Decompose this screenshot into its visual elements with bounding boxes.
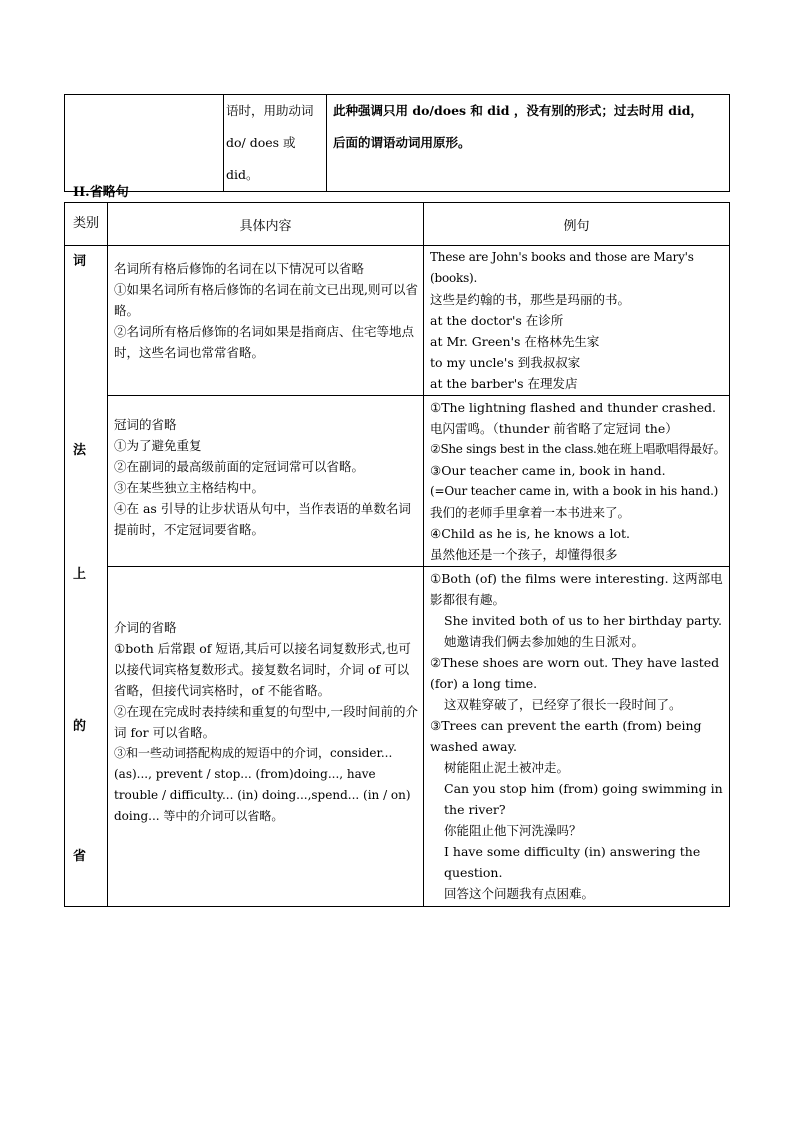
example-line: 我们的老师手里拿着一本书进来了。 — [430, 505, 631, 520]
example-line: 这双鞋穿破了，已经穿了很长一段时间了。 — [444, 697, 682, 712]
example-cell — [424, 396, 730, 567]
content-cell — [108, 396, 424, 567]
content-line: 介词的省略 — [114, 620, 177, 635]
example-line: 树能阻止泥土被冲走。 — [444, 760, 570, 775]
example-line: ③Our teacher came in, book in hand. — [430, 463, 666, 478]
category-char: 的 — [73, 719, 87, 734]
example-line: ②These shoes are worn out. They have lasted (for) a long time. — [430, 655, 720, 691]
header-content: 具体内容 — [108, 203, 424, 246]
content-line: ④在 as 引导的让步状语从句中，当作表语的单数名词提前时，不定冠词要省略。 — [114, 501, 411, 537]
table-row — [65, 396, 730, 567]
category-char: 省 — [73, 849, 87, 864]
table-row — [65, 246, 730, 396]
example-line: at the doctor's 在诊所 — [430, 313, 564, 328]
category-cell — [65, 246, 108, 907]
example-line: I have some difficulty (in) answering the question. — [444, 844, 701, 880]
content-line: ②在副词的最高级前面的定冠词常可以省略。 — [114, 459, 365, 474]
table-row — [65, 567, 730, 907]
example-line: (=Our teacher came in, with a book in his hand.) — [430, 484, 719, 498]
example-line: 你能阻止他下河洗澡吗？ — [444, 823, 582, 838]
example-line: 回答这个问题我有点困难。 — [444, 886, 595, 901]
note-line-2: 后面的谓语动词用原形。 — [333, 135, 471, 150]
example-line: ③Trees can prevent the earth (from) being washed away. — [430, 718, 702, 754]
content-cell — [108, 246, 424, 396]
note-cell — [327, 95, 730, 192]
empty-cell — [65, 95, 224, 192]
content-line: ③和一些动词搭配构成的短语中的介词，consider... (as)..., prevent / stop... (from)doing..., have trouble / difficulty... (in) doing...,spend... (in / on) doing... 等中的介词可以省略。 — [114, 746, 411, 823]
table-header-row — [65, 203, 730, 246]
section-title: II.省略句 — [73, 185, 129, 200]
category-char: 法 — [73, 443, 87, 458]
note-line-1: 此种强调只用 do/does 和 did ，没有别的形式；过去时用 did， — [333, 103, 703, 118]
example-line: at the barber's 在理发店 — [430, 376, 578, 391]
example-line: ④Child as he is, he knows a lot. — [430, 526, 631, 541]
example-cell — [424, 567, 730, 907]
content-line: ②名词所有格后修饰的名词如果是指商店、住宅等地点时，这些名词也常常省略。 — [114, 324, 415, 360]
example-line: 她邀请我们俩去参加她的生日派对。 — [444, 634, 645, 649]
content-line: ②在现在完成时表持续和重复的句型中,一段时间前的介词 for 可以省略。 — [114, 704, 418, 740]
header-category: 类别 — [65, 203, 108, 246]
example-line: Can you stop him (from) going swimming in the river? — [444, 781, 723, 817]
rule-line-1: 语时，用助动词 — [226, 103, 314, 118]
example-line: at Mr. Green's 在格林先生家 — [430, 334, 600, 349]
content-line: 冠词的省略 — [114, 417, 177, 432]
ellipsis-table — [64, 202, 730, 907]
header-example: 例句 — [424, 203, 730, 246]
content-line: ①如果名词所有格后修饰的名词在前文已出现,则可以省略。 — [114, 282, 418, 318]
content-line: 名词所有格后修饰的名词在以下情况可以省略 — [114, 261, 365, 276]
content-line: ③在某些独立主格结构中。 — [114, 480, 265, 495]
content-line: ①both 后常跟 of 短语,其后可以接名词复数形式,也可以接代词宾格复数形式。接复数名词时，介词 of 可以省略，但接代词宾格时，of 不能省略。 — [114, 641, 411, 698]
emphasis-table — [64, 94, 730, 192]
rule-line-2: do/ does 或 did。 — [226, 135, 296, 182]
example-line: She invited both of us to her birthday party. — [444, 613, 722, 628]
rule-cell — [224, 95, 327, 192]
example-line: ②She sings best in the class.她在班上唱歌唱得最好。 — [430, 442, 726, 456]
category-char: 词 — [73, 254, 87, 269]
example-line: These are John's books and those are Mary's (books). — [430, 250, 694, 285]
content-line: ①为了避免重复 — [114, 438, 202, 453]
example-cell — [424, 246, 730, 396]
example-line: ①The lightning flashed and thunder crashed.电闪雷鸣。（thunder 前省略了定冠词 the） — [430, 400, 717, 436]
content-cell — [108, 567, 424, 907]
example-line: ①Both (of) the films were interesting. 这两部电影都很有趣。 — [430, 571, 723, 607]
example-line: 虽然他还是一个孩子，却懂得很多 — [430, 547, 618, 562]
category-char: 上 — [73, 567, 87, 582]
example-line: to my uncle's 到我叔叔家 — [430, 355, 581, 370]
example-line: 这些是约翰的书，那些是玛丽的书。 — [430, 292, 631, 307]
